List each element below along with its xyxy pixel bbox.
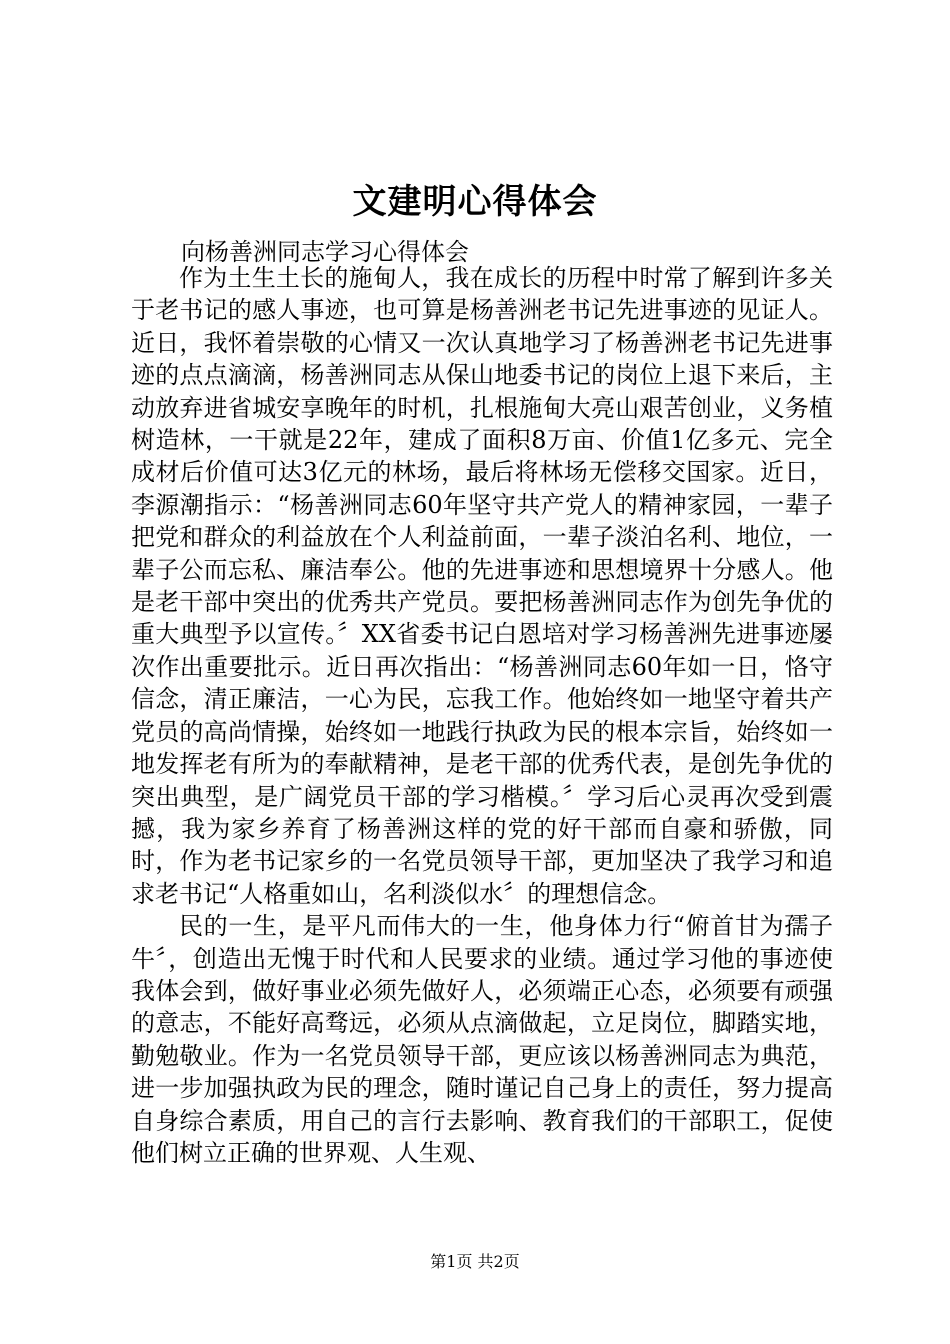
document-title: 文建明心得体会 bbox=[352, 182, 598, 222]
document-subtitle: 向杨善洲同志学习心得体会 bbox=[181, 238, 469, 266]
paragraph-1: 作为土生土长的施甸人，我在成长的历程中时常了解到许多关于老书记的感人事迹，也可算是杨善洲老书记先进事迹的见证人。近日，我怀着崇敬的心情又一次认真地学习了杨善洲老书记先进事迹的点点滴滴，杨善洲同志从保山地委书记的岗位上退下来后，主动放弃进省城安享晚年的时机，扎根施甸大亮山艰苦创业，义务植树造林，一干就是22年，建成了面积8万亩、价值1亿多元、完全成材后价值可达3亿元的林场，最后将林场无偿移交国家。近日，李源潮指示：“杨善洲同志60年坚守共产党人的精神家园，一辈子把党和群众的利益放在个人利益前面，一辈子淡泊名利、地位，一辈子公而忘私、廉洁奉公。他的先进事迹和思想境界十分感人。他是老干部中突出的优秀共产党员。要把杨善洲同志作为创先争优的重大典型予以宣传。〞XX省委书记白恩培对学习杨善洲先进事迹屡次作出重要批示。近日再次指出：“杨善洲同志60年如一日，恪守信念，清正廉洁，一心为民，忘我工作。他始终如一地坚守着共产党员的高尚情操，始终如一地践行执政为民的根本宗旨，始终如一地发挥老有所为的奉献精神，是老干部的优秀代表，是创先争优的突出典型，是广阔党员干部的学习楷模。〞学习后心灵再次受到震撼，我为家乡养育了杨善洲这样的党的好干部而自豪和骄傲，同时，作为老书记家乡的一名党员领导干部，更加坚决了我学习和追求老书记“人格重如山，名利淡似水〞的理想信念。 bbox=[131, 264, 833, 908]
paragraph-2: 民的一生，是平凡而伟大的一生，他身体力行“俯首甘为孺子牛〞，创造出无愧于时代和人民要求的业绩。通过学习他的事迹使我体会到，做好事业必须先做好人，必须端正心态，必须要有顽强的意志，不能好高骛远，必须从点滴做起，立足岗位，脚踏实地，勤勉敬业。作为一名党员领导干部，更应该以杨善洲同志为典范，进一步加强执政为民的理念，随时谨记自己身上的责任，努力提高自身综合素质，用自己的言行去影响、教育我们的干部职工，促使他们树立正确的世界观、人生观、 bbox=[131, 912, 833, 1167]
document-body bbox=[131, 262, 833, 1169]
page-footer: 第1页 共2页 bbox=[430, 1252, 520, 1271]
